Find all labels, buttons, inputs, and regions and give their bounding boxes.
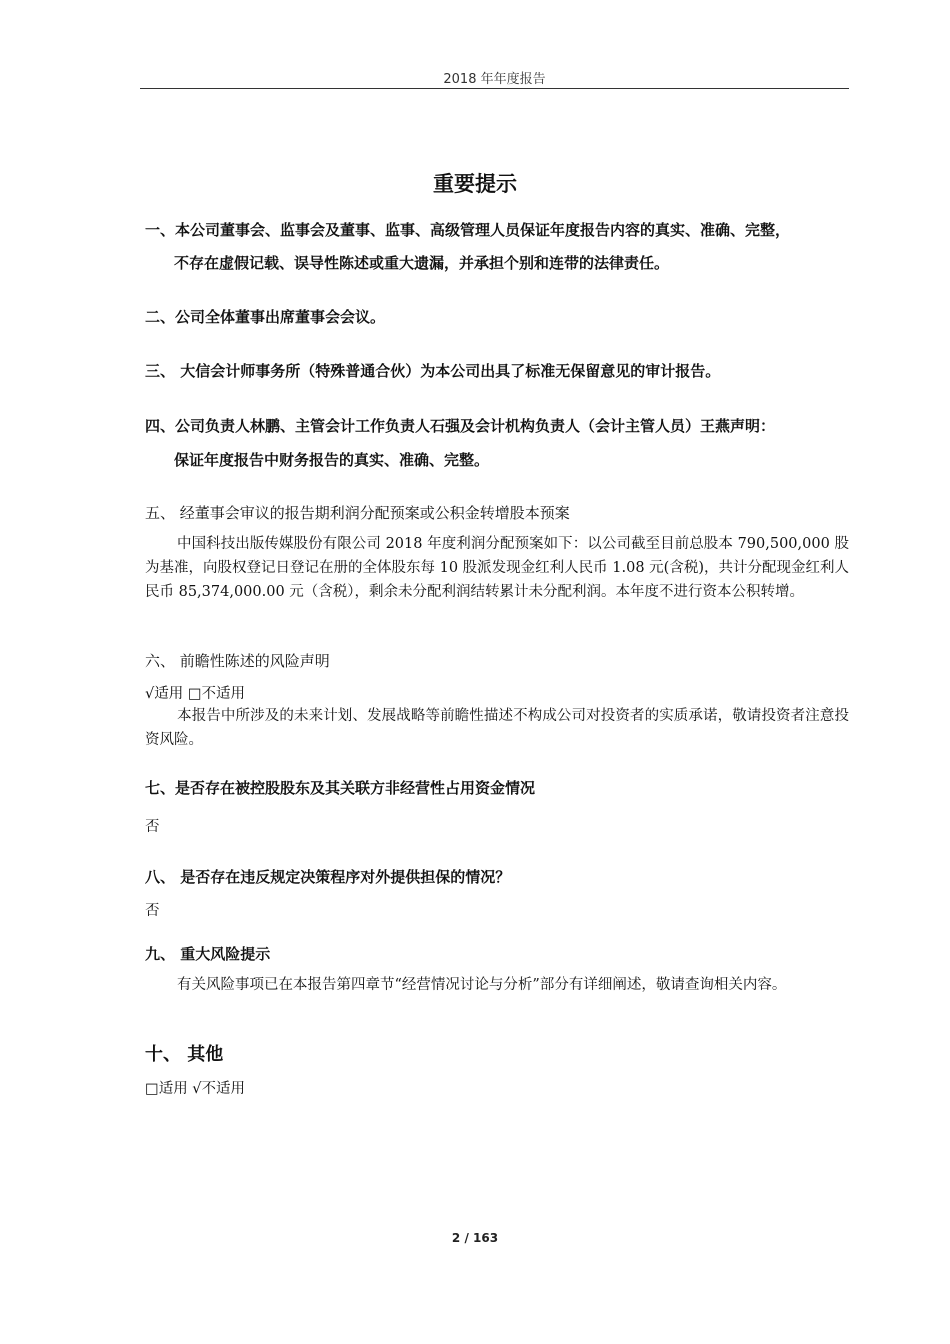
item-4-line-1: 四、公司负责人林鹏、主管会计工作负责人石强及会计机构负责人（会计主管人员）王燕声明： (145, 417, 776, 435)
item-1-line-1: 一、本公司董事会、监事会及董事、监事、高级管理人员保证年度报告内容的真实、准确、完整， (145, 221, 791, 239)
item-6-options: √适用 □不适用 (145, 686, 246, 702)
running-header: 2018 年年度报告 (443, 72, 546, 87)
item-10-heading: 十、 其他 (145, 1044, 224, 1065)
item-6-body (145, 704, 849, 752)
item-2: 二、公司全体董事出席董事会会议。 (145, 308, 386, 326)
item-9-heading: 九、 重大风险提示 (145, 945, 271, 963)
item-5-body (145, 532, 849, 604)
item-4-line-2: 保证年度报告中财务报告的真实、准确、完整。 (174, 451, 490, 469)
page-title: 重要提示 (433, 172, 517, 196)
item-6-heading: 六、 前瞻性陈述的风险声明 (145, 652, 330, 670)
item-5-heading: 五、 经董事会审议的报告期利润分配预案或公积金转增股本预案 (145, 504, 570, 522)
page-number: 2 / 163 (451, 1231, 499, 1245)
item-8-heading: 八、 是否存在违反规定决策程序对外提供担保的情况？ (145, 868, 511, 886)
item-7-answer: 否 (145, 819, 160, 835)
header-divider (140, 88, 849, 89)
item-1-line-2: 不存在虚假记载、误导性陈述或重大遗漏，并承担个别和连带的法律责任。 (174, 254, 670, 272)
item-10-options: □适用 √不适用 (145, 1081, 246, 1097)
item-9-body-text: 有关风险事项已在本报告第四章节“经营情况讨论与分析”部分有详细阐述，敬请查询相关内容。 (177, 977, 787, 993)
item-9-body (145, 973, 849, 997)
item-6-body-text: 本报告中所涉及的未来计划、发展战略等前瞻性描述不构成公司对投资者的实质承诺，敬请投资者注意投资风险。 (145, 708, 849, 748)
item-7-heading: 七、是否存在被控股股东及其关联方非经营性占用资金情况 (145, 779, 536, 797)
item-5-body-text: 中国科技出版传媒股份有限公司 2018 年度利润分配预案如下：以公司截至目前总股本 790,500,000 股为基准，向股权登记日登记在册的全体股东每 10 股派发现金红利人民币 1.08 元(含税)，共计分配现金红利人民币 85,374,000.00 元（含税），剩余未分配利润结转累计未分配利润。本年度不进行资本公积转增。 (145, 536, 849, 600)
item-8-answer: 否 (145, 903, 160, 919)
item-3: 三、 大信会计师事务所（特殊普通合伙）为本公司出具了标准无保留意见的审计报告。 (145, 362, 721, 380)
